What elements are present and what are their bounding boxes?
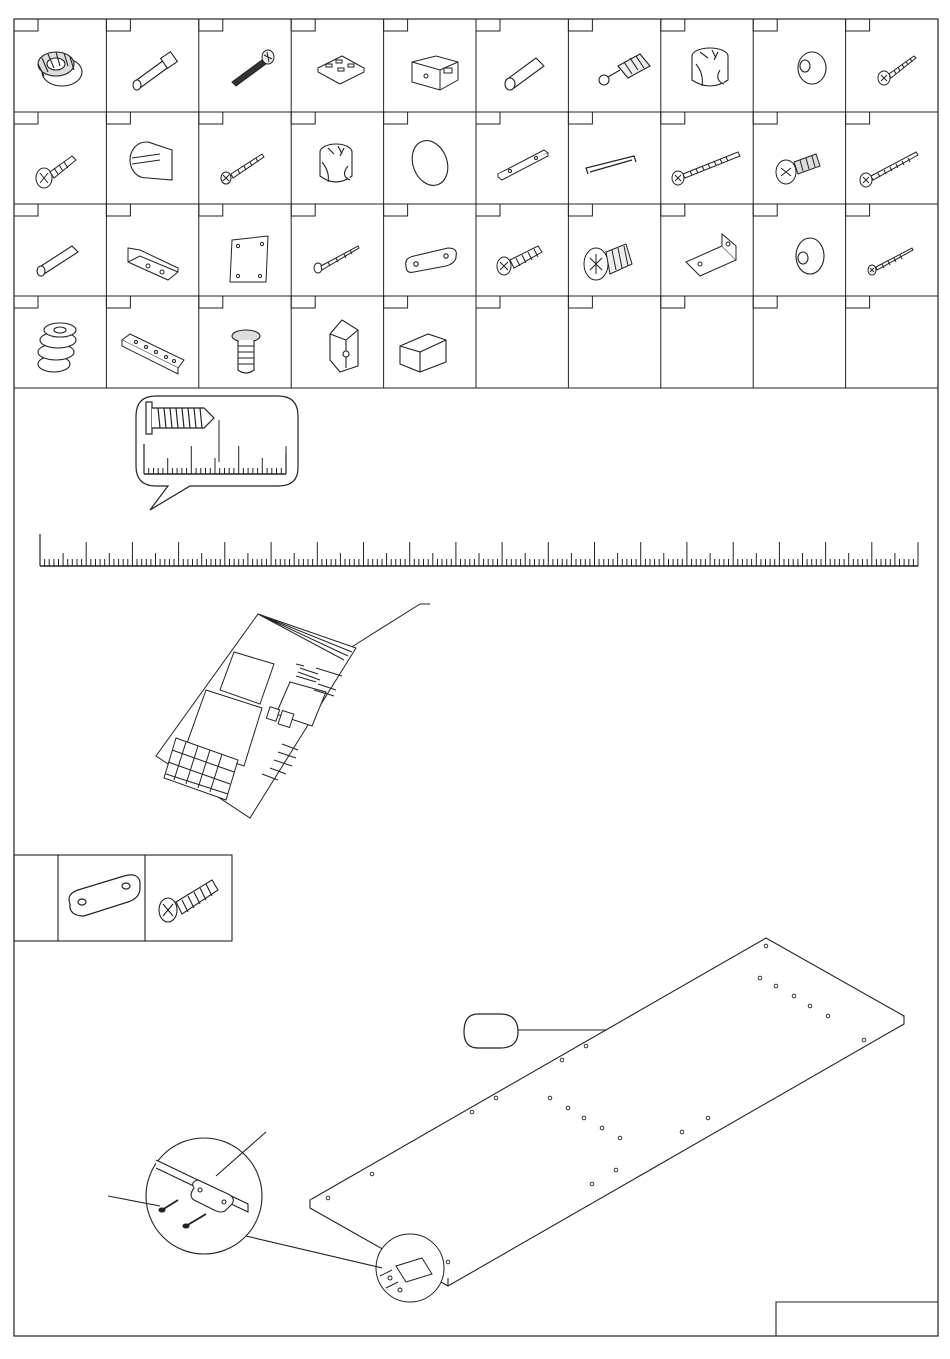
angle-clip-icon	[412, 56, 458, 90]
wooden-dowel-bolt-icon	[133, 52, 177, 90]
screw-length-gauge	[136, 396, 298, 510]
instruction-manual-icon	[156, 604, 430, 818]
wooden-dowel-icon	[505, 58, 544, 90]
threaded-insert-icon	[38, 323, 76, 372]
drawer-runner-icon	[498, 150, 548, 180]
link-plate-icon	[406, 248, 457, 272]
empty-slot-icon	[848, 312, 928, 382]
countersunk-screw-icon	[497, 246, 542, 275]
handle-bar-icon	[586, 156, 636, 174]
long-screw-icon	[672, 152, 740, 185]
empty-slot-icon	[480, 312, 560, 382]
adjustable-foot-icon	[232, 330, 260, 373]
slotted-barrel-icon	[130, 142, 172, 180]
square-plate-icon	[230, 236, 268, 282]
countersunk-screw-icon	[159, 880, 218, 922]
shelf-support-icon	[796, 238, 824, 274]
empty-slot-icon	[756, 312, 836, 382]
connector-plate-icon	[318, 56, 364, 84]
flat-head-screw-icon	[36, 156, 76, 188]
empty-slot-icon	[664, 312, 744, 382]
wood-screw-icon	[878, 56, 916, 85]
cover-cap-icon	[798, 52, 826, 84]
page-number-box	[776, 1302, 938, 1336]
round-cap-icon	[406, 136, 454, 191]
small-dowel-icon	[37, 246, 78, 276]
thin-screw-icon	[868, 248, 913, 275]
nail-icon	[314, 246, 359, 273]
panel-corner-detail	[376, 1234, 444, 1302]
large-screw-icon	[584, 244, 632, 280]
cam-lock-icon	[320, 144, 352, 182]
perforated-strip-icon	[122, 334, 184, 374]
long-wood-screw-icon	[221, 154, 264, 184]
link-plate-icon	[69, 875, 140, 916]
foam-block-icon	[400, 334, 446, 372]
empty-slot-icon	[572, 312, 652, 382]
cam-lock-icon	[692, 48, 728, 86]
hinge-mount-icon	[330, 320, 358, 372]
cam-bolt-icon	[599, 54, 650, 85]
corner-bracket-icon	[686, 234, 736, 276]
ruler-ticks	[40, 542, 918, 566]
panel-board	[310, 938, 904, 1286]
chipboard-screw-icon	[860, 152, 918, 187]
connector-bolt-icon	[776, 154, 820, 184]
machine-screw-icon	[232, 50, 274, 86]
l-bracket-icon	[128, 248, 178, 280]
grommet-icon	[38, 52, 82, 86]
